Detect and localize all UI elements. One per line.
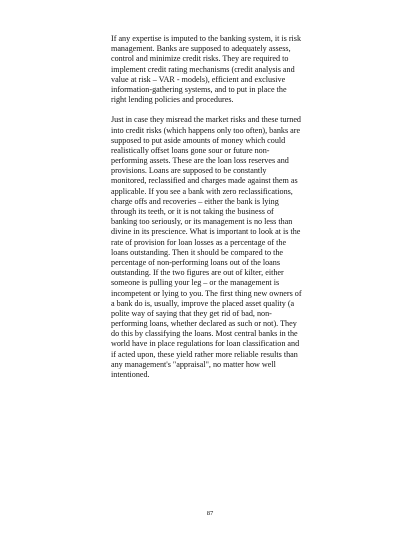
- body-text: [111, 34, 311, 380]
- text-line: charge offs and recoveries – either the bank is lying: [111, 196, 279, 206]
- paragraph-loan-loss-reserves: [111, 115, 311, 380]
- text-line: control and minimize credit risks. They are required to: [111, 54, 289, 64]
- text-line: loans outstanding. Then it should be compared to the: [111, 247, 284, 257]
- text-line: someone is pulling your leg – or the management is: [111, 278, 280, 288]
- page-number: 87: [206, 510, 214, 517]
- text-line: applicable. If you see a bank with zero reclassifications,: [111, 186, 293, 196]
- paragraph-risk-management: [111, 34, 311, 105]
- text-line: performing assets. These are the loan loss reserves and: [111, 156, 289, 166]
- text-line: do this by classifying the loans. Most central banks in the: [111, 329, 298, 339]
- text-line: outstanding. If the two figures are out of kilter, either: [111, 268, 284, 278]
- text-line: performing loans, whether declared as such or not). They: [111, 319, 297, 329]
- text-line: management. Banks are supposed to adequately assess,: [111, 44, 291, 54]
- text-line: into credit risks (which happens only too often), banks are: [111, 125, 301, 135]
- text-line: monitored, reclassified and charges made against them as: [111, 176, 298, 186]
- text-line: realistically offset loans gone sour or future non-: [111, 145, 270, 155]
- text-line: Just in case they misread the market risks and these turned: [111, 115, 301, 125]
- text-line: implement credit rating mechanisms (credit analysis and: [111, 64, 295, 74]
- text-line: divine in its prescience. What is important to look at is the: [111, 227, 301, 237]
- text-line: provisions. Loans are supposed to be constantly: [111, 166, 267, 176]
- paragraph-spacer: [111, 105, 311, 115]
- text-line: If any expertise is imputed to the banking system, it is risk: [111, 34, 302, 43]
- text-line: information-gathering systems, and to put in place the: [111, 84, 287, 94]
- text-line: banking too seriously, or its management is no less than: [111, 217, 293, 227]
- text-line: value at risk – VAR - models), efficient and exclusive: [111, 74, 286, 84]
- text-line: percentage of non-performing loans out of the loans: [111, 257, 280, 267]
- text-line: through its teeth, or it is not taking the business of: [111, 207, 274, 216]
- text-line: supposed to put aside amounts of money which could: [111, 135, 286, 145]
- text-line: intentioned.: [111, 370, 150, 379]
- text-line: any management's "appraisal", no matter how well: [111, 359, 276, 369]
- text-line: a bank do is, usually, improve the placed asset quality (a: [111, 298, 295, 308]
- text-line: rate of provision for loan losses as a percentage of the: [111, 237, 287, 247]
- text-line: incompetent or lying to you. The first thing new owners of: [111, 288, 302, 298]
- text-line: right lending policies and procedures.: [111, 95, 234, 105]
- text-line: polite way of saying that they get rid of bad, non-: [111, 308, 272, 318]
- text-line: if acted upon, these yield rather more reliable results than: [111, 349, 298, 359]
- text-line: world have in place regulations for loan classification and: [111, 339, 300, 349]
